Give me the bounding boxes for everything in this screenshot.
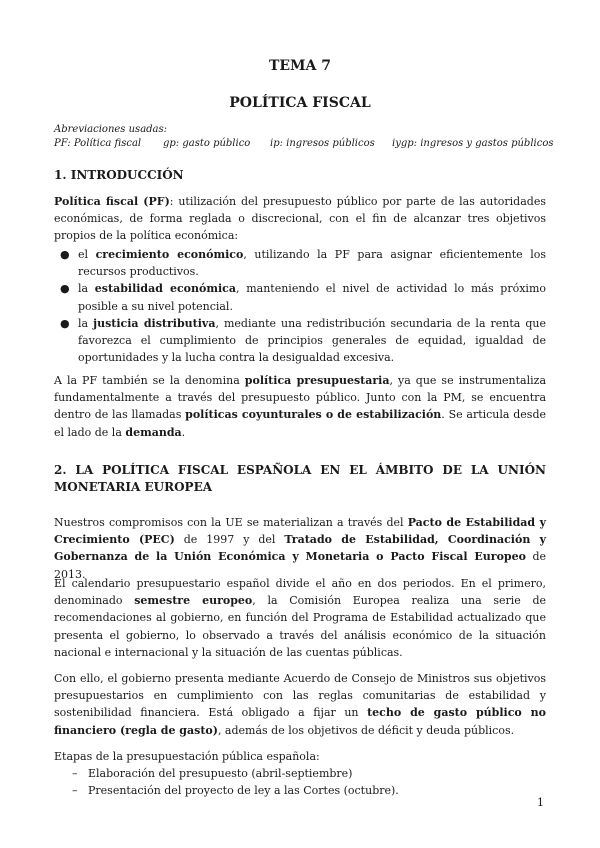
bullet-icon: ● bbox=[60, 248, 70, 261]
paragraph: A la PF también se la denomina política presupuestaria, ya que se instrumentaliza fundamentalmente a través del presupuesto público. Junto con la PM, se encuentra dentro de las llamadas políticas coyunturales o de estabilización. Se articula desde el lado de la demanda. bbox=[54, 374, 546, 439]
page-title: POLÍTICA FISCAL bbox=[229, 95, 371, 111]
objectives-list bbox=[54, 246, 546, 366]
term: Política fiscal (PF) bbox=[54, 195, 170, 208]
list-item: ● el crecimiento económico, utilizando la PF para asignar eficientemente los recursos productivos. bbox=[60, 248, 546, 279]
paragraph: El calendario presupuestario español divide el año en dos periodos. En el primero, denominado semestre europeo, la Comisión Europea realiza una serie de recomendaciones al gobierno, en función del Programa de Estabilidad actualizado que presenta el gobierno, lo observado a través del análisis económico de la situación nacional e internacional y la situación de las cuentas públicas. bbox=[54, 577, 547, 659]
list-item: ● la justicia distributiva, mediante una redistribución secundaria de la renta que favorezca el cumplimiento de principios generales de equidad, igualdad de oportunidades y la lucha contra la desigualdad excesiva. bbox=[60, 316, 546, 365]
chapter-label: TEMA 7 bbox=[268, 58, 332, 74]
bullet-icon: ● bbox=[60, 282, 70, 296]
bullet-icon: ● bbox=[60, 316, 70, 330]
list-item: – Presentación del proyecto de ley a las Cortes (octubre). bbox=[72, 784, 399, 797]
abbreviations-label: Abreviaciones usadas: bbox=[54, 124, 168, 135]
paragraph: Política fiscal (PF): utilización del presupuesto público por parte de las autoridades económicas, de forma reglada o discrecional, con el fin de alcanzar tres objetivos propios de la política económica: bbox=[54, 195, 546, 243]
paragraph: Con ello, el gobierno presenta mediante Acuerdo de Consejo de Ministros sus objetivos presupuestarios en cumplimiento con las reglas comunitarias de estabilidad y sostenibilidad financiera. Está obligado a fijar un techo de gasto público no financiero (regla de gasto), además de los objetivos de déficit y deuda públicos. bbox=[54, 672, 546, 737]
paragraph: Etapas de la presupuestación pública española: bbox=[54, 750, 320, 763]
stages-list bbox=[54, 765, 546, 799]
abbreviation-item: PF: Política fiscal bbox=[54, 138, 142, 149]
paragraph: Nuestros compromisos con la UE se materializan a través del Pacto de Estabilidad y Crecimiento (PEC) de 1997 y del Tratado de Estabilidad, Coordinación y Gobernanza de la Unión Económica y Monetaria o Pacto Fiscal Europeo de 2013. bbox=[54, 516, 547, 581]
list-item: ● la estabilidad económica, manteniendo el nivel de actividad lo más próximo posible a su nivel potencial. bbox=[60, 282, 546, 313]
section-heading: 2. LA POLÍTICA FISCAL ESPAÑOLA EN EL ÁMBITO DE LA UNIÓN MONETARIA EUROPEA bbox=[54, 463, 546, 494]
section-heading: 1. INTRODUCCIÓN bbox=[54, 168, 184, 182]
abbreviation-item: gp: gasto público bbox=[163, 138, 251, 149]
dash-icon: – bbox=[72, 767, 78, 780]
list-item: – Elaboración del presupuesto (abril-septiembre) bbox=[72, 767, 353, 780]
dash-icon: – bbox=[72, 784, 78, 797]
abbreviation-item: ip: ingresos públicos bbox=[270, 138, 375, 149]
page-number: 1 bbox=[537, 796, 544, 809]
abbreviation-item: iygp: ingresos y gastos públicos bbox=[392, 138, 554, 149]
